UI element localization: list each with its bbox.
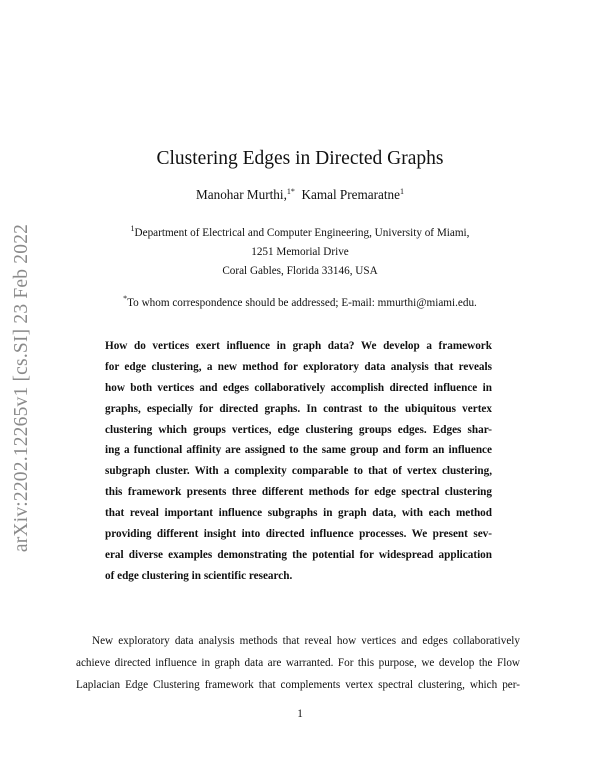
abstract-line: eral diverse examples demonstrating the potential for widespread application — [105, 548, 492, 561]
abstract-line: providing different insight into directed influence processes. We present sev- — [105, 528, 492, 541]
abstract-line: of edge clustering in scientific research. — [105, 569, 293, 582]
affiliation-line: 1251 Memorial Drive — [251, 246, 349, 258]
arxiv-identifier-text: arXiv:2202.12265v1 [cs.SI] 23 Feb 2022 — [11, 223, 32, 553]
correspondence-text: To whom correspondence should be addressed; E-mail: mmurthi@miami.edu. — [127, 297, 477, 309]
abstract-line: graphs, especially for directed graphs. In contrast to the ubiquitous vertex — [105, 402, 492, 415]
author-name: Manohar Murthi, — [196, 187, 287, 202]
abstract-line: for edge clustering, a new method for exploratory data analysis that reveals — [105, 360, 492, 373]
correspondence-mark: * — [123, 294, 128, 303]
affiliation-block — [0, 224, 600, 281]
correspondence-note — [0, 295, 600, 311]
abstract-line: subgraph cluster. With a complexity comparable to that of vertex clustering, — [105, 465, 492, 478]
abstract-line: this framework presents three different methods for edge spectral clustering — [105, 486, 492, 499]
abstract — [105, 336, 492, 587]
abstract-line: clustering which groups vertices, edge clustering groups edges. Edges shar- — [105, 423, 492, 436]
abstract-line: How do vertices exert influence in graph data? We develop a framework — [105, 340, 492, 352]
body-line: New exploratory data analysis methods that reveal how vertices and edges collaboratively — [92, 635, 520, 647]
abstract-line: ing a functional affinity are assigned to the same group and form an influence — [105, 444, 492, 457]
body-line: achieve directed influence in graph data are warranted. For this purpose, we develop the Flow — [76, 656, 520, 669]
author-affiliation-mark: 1* — [286, 187, 295, 196]
affiliation-line: $^1$Department of Electrical and Computer Engineering, University of Miami, — [130, 224, 470, 239]
abstract-line: that reveal important influence subgraphs in graph data, with each method — [105, 507, 492, 520]
page-number: 1 — [297, 708, 303, 720]
author-affiliation-mark: 1 — [399, 187, 404, 196]
paper-title: Clustering Edges in Directed Graphs — [156, 148, 444, 169]
affiliation-mark: 1 — [130, 224, 135, 233]
abstract-line: how both vertices and edges collaboratively accomplish directed influence in — [105, 381, 492, 394]
author-name: Kamal Premaratne — [301, 187, 400, 202]
affiliation-line: Coral Gables, Florida 33146, USA — [222, 265, 378, 277]
body-paragraph — [76, 631, 520, 696]
author-list — [0, 186, 600, 204]
body-line: Laplacian Edge Clustering framework that complements vertex spectral clustering, which per- — [76, 678, 520, 691]
